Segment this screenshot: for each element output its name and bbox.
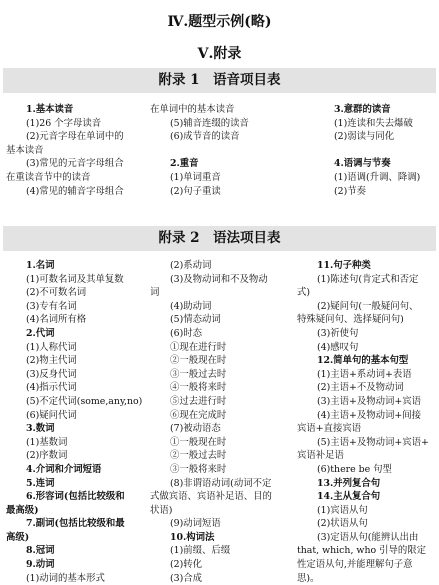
heading-line: 6.形容词(包括比较级和 [26, 491, 125, 503]
text-line: (6)成节音的读音 [170, 131, 240, 143]
text-line: (3)定语从句(能辨认出由 [317, 531, 419, 543]
text-line: (4)指示代词 [26, 382, 77, 394]
heading-line: 12.简单句的基本句型 [317, 355, 409, 367]
text-line: (2)句子重读 [170, 185, 221, 197]
appendix1-column-2 [150, 103, 310, 198]
text-line: (1)前缀、后缀 [170, 545, 231, 557]
text-line: ③一般将来时 [170, 463, 227, 475]
text-line: (1)26 个字母读音 [26, 117, 102, 129]
text-line: (3)及物动词和不及物动 [170, 273, 268, 285]
text-line: (1)连读和失去爆破 [334, 117, 413, 129]
text-line: (2)转化 [170, 559, 203, 571]
text-line: (1)陈述句(肯定式和否定 [317, 273, 419, 285]
text-line: 特殊疑问句、选择疑问句) [297, 314, 404, 326]
text-line: (1)动词的基本形式 [26, 572, 105, 584]
heading-line: 最高级) [6, 504, 39, 516]
text-line: (5)主语+及物动词+宾语+ [317, 436, 429, 448]
text-line: (4)名词所有格 [26, 314, 87, 326]
text-line: (2)系动词 [170, 260, 212, 271]
text-line: 思)。 [297, 572, 320, 584]
heading-line: 9.动词 [26, 559, 55, 571]
text-line: (3)常见的元音字母组合 [26, 158, 124, 170]
text-line: ②一般现在时 [170, 355, 227, 367]
text-line: (4)助动词 [170, 300, 212, 312]
text-line: (1)语调(升调、降调) [334, 171, 421, 183]
text-line: (2)疑问句(一般疑问句、 [317, 300, 419, 312]
heading-line: 7.副词(包括比较级和最 [26, 518, 125, 530]
text-line: (1)单词重音 [170, 171, 221, 183]
text-line: (1)人称代词 [26, 341, 77, 353]
text-line: (2)节奏 [334, 185, 367, 197]
text-line: (2)元音字母在单词中的 [26, 131, 124, 143]
text-line: (1)宾语从句 [317, 504, 368, 516]
heading-line: 2.重音 [170, 158, 199, 170]
text-line: (6)疑问代词 [26, 409, 77, 421]
heading-line: 11.句子种类 [317, 260, 371, 271]
text-line: (6)there be 句型 [317, 463, 392, 475]
text-line [314, 144, 436, 158]
text-line [150, 144, 310, 158]
text-line: (2)序数词 [26, 450, 68, 462]
text-line: ①现在进行时 [170, 341, 227, 353]
appendix1-title: 附录 1 语音项目表 [3, 68, 436, 93]
text-line: 在单词中的基本读音 [150, 104, 235, 115]
text-line: 宾语补足语 [297, 450, 344, 462]
heading-line: 1.基本读音 [26, 104, 74, 115]
text-line: 基本读音 [6, 144, 44, 156]
text-line: (2)状语从句 [317, 518, 368, 530]
text-line: (5)不定代词(some,any,no) [26, 395, 143, 407]
text-line: 状语) [150, 504, 173, 516]
heading-line: 13.并列复合句 [317, 477, 381, 489]
text-line: that, which, who 引导的限定 [297, 545, 426, 557]
heading-line: 4.介词和介词短语 [26, 463, 102, 475]
text-line: ①一般现在时 [170, 436, 227, 448]
text-line: 式) [297, 287, 311, 299]
text-line: (3)专有名词 [26, 300, 77, 312]
appendix1-column-1 [6, 103, 148, 198]
text-line: ⑤过去进行时 [170, 395, 227, 407]
text-line: (4)常见的辅音字母组合 [26, 185, 124, 197]
text-line: (5)情态动词 [170, 314, 221, 326]
section-heading-appendix: Ⅴ.附录 [197, 46, 242, 62]
text-line: 词 [150, 287, 160, 299]
appendix2-column-2 [150, 259, 296, 585]
text-line: (2)物主代词 [26, 355, 77, 367]
heading-line: 14.主从复合句 [317, 491, 381, 503]
text-line: 性定语从句,并能理解句子意 [297, 559, 413, 571]
text-line: (6)时态 [170, 327, 203, 339]
heading-line: 1.名词 [26, 260, 55, 271]
appendix2-column-1 [6, 259, 148, 585]
heading-line: 5.连词 [26, 477, 55, 489]
appendix1-column-3 [314, 103, 436, 198]
text-line: ②一般过去时 [170, 450, 227, 462]
text-line: (5)辅音连缀的读音 [170, 117, 249, 129]
text-line: ③一般过去时 [170, 368, 227, 380]
heading-line: 8.冠词 [26, 545, 55, 557]
text-line: (9)动词短语 [170, 518, 221, 530]
text-line: (4)主语+及物动词+间接 [317, 409, 421, 421]
text-line: 宾语+直接宾语 [297, 423, 362, 435]
text-line: (8)非谓语动词(动词不定 [170, 477, 272, 489]
text-line: (2)弱读与同化 [334, 131, 395, 143]
heading-line: 2.代词 [26, 327, 55, 339]
text-line: (3)主语+及物动词+宾语 [317, 395, 421, 407]
text-line: 在重读音节中的读音 [6, 171, 91, 183]
heading-line: 3.意群的读音 [334, 104, 391, 115]
text-line: (2)不可数名词 [26, 287, 87, 299]
text-line: 式做宾语、宾语补足语、目的 [150, 491, 272, 503]
appendix2-column-3 [297, 259, 437, 585]
heading-line: 高级) [6, 531, 30, 543]
text-line: (2)主语+不及物动词 [317, 382, 404, 394]
text-line: ④一般将来时 [170, 382, 227, 394]
heading-line: 3.数词 [26, 423, 55, 435]
text-line: (1)基数词 [26, 436, 68, 448]
text-line: (3)合成 [170, 572, 203, 584]
text-line: (7)被动语态 [170, 423, 221, 435]
text-line: (1)可数名词及其单复数 [26, 273, 124, 285]
section-heading-sample-questions: Ⅳ.题型示例(略) [167, 14, 272, 30]
heading-line: 10.构词法 [170, 531, 215, 543]
text-line: (4)感叹句 [317, 341, 359, 353]
text-line: ⑥现在完成时 [170, 409, 227, 421]
text-line: (3)祈使句 [317, 327, 359, 339]
text-line: (3)反身代词 [26, 368, 77, 380]
appendix2-title: 附录 2 语法项目表 [3, 226, 436, 251]
heading-line: 4.语调与节奏 [334, 158, 391, 170]
text-line: (1)主语+系动词+表语 [317, 368, 412, 380]
